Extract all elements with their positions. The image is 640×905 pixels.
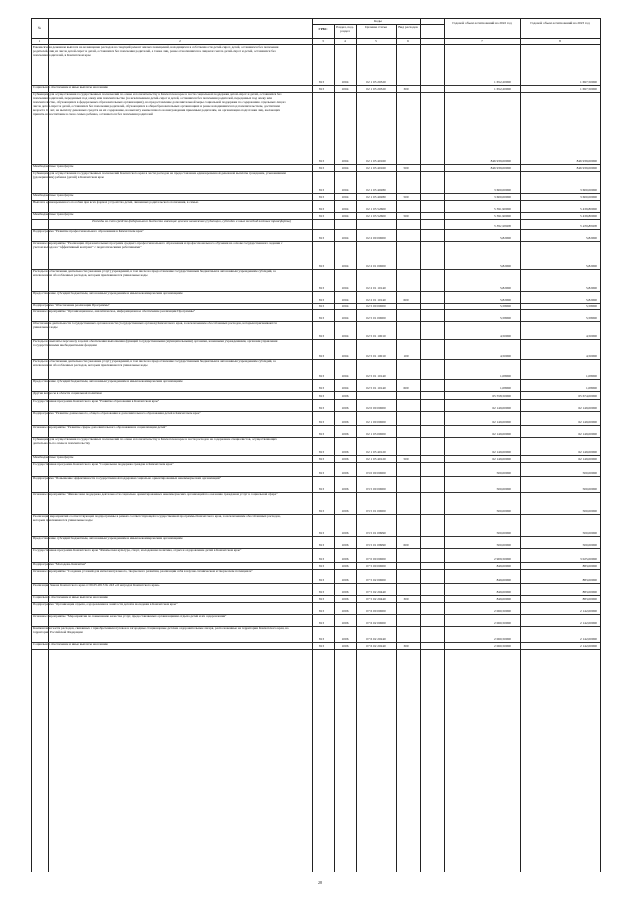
- idx-3: 3: [322, 39, 324, 43]
- row-description: Основное мероприятие "Реализация образовательных программ среднего профессионального образования и профессионального обучения на основе государственного задания с учетом выхода на "эффективный контракт" с педагогическими работниками": [33, 241, 283, 249]
- row-description: Социальное обеспечение и иные выплаты населению: [33, 595, 109, 599]
- idx-4: 4: [344, 39, 346, 43]
- row-amount-2022: 500,00000: [496, 531, 511, 535]
- row-razdel: 1004: [341, 207, 349, 211]
- row-razdel: 1006: [341, 509, 349, 513]
- row-razdel: 1004: [341, 236, 349, 240]
- row-razdel: 1004: [341, 374, 349, 378]
- row-amount-2023: 3 600,00000: [580, 188, 597, 192]
- row-grbs: 813: [318, 286, 325, 290]
- row-amount-2023: 5 439,80000: [580, 214, 597, 218]
- row-grbs: 813: [318, 509, 325, 513]
- row-razdel: 1006: [341, 394, 349, 398]
- row-amount-2022: 846 939,00000: [490, 159, 511, 163]
- row-razdel: 1004: [341, 166, 349, 170]
- row-grbs: 813: [318, 557, 325, 561]
- row-description: Межбюджетные трансферты: [33, 212, 74, 216]
- row-tselevaya-statya: 02 1 03 40160: [366, 159, 386, 163]
- row-description: Государственная программа Камчатского края "Социальная поддержка граждан в Камчатском крае": [33, 462, 174, 466]
- row-amount-2022: 2 060,50000: [494, 637, 511, 641]
- row-grbs: 813: [318, 487, 325, 491]
- row-razdel: 1004: [341, 264, 349, 268]
- row-amount-2023: 5,82000: [585, 298, 597, 302]
- row-amount-2023: 5 439,80000: [580, 207, 597, 211]
- header-num: №: [37, 26, 42, 30]
- row-tselevaya-statya: 02 1 03 52600: [366, 207, 386, 211]
- row-tselevaya-statya: 07 0 00 00000: [366, 557, 386, 561]
- row-amount-2023: 2 142,00000: [580, 609, 597, 613]
- row-amount-2023: 4,50000: [585, 354, 597, 358]
- row-razdel: 1006: [341, 644, 349, 648]
- row-amount-2023: 5,58000: [585, 316, 597, 320]
- row-grbs: 813: [318, 80, 325, 84]
- row-amount-2022: 62 149,00000: [492, 450, 511, 454]
- row-razdel: 1004: [341, 80, 349, 84]
- row-grbs: 813: [318, 304, 325, 308]
- row-amount-2023: 2 142,00000: [580, 637, 597, 641]
- row-amount-2023: 500,00000: [582, 487, 597, 491]
- row-grbs: 813: [318, 298, 325, 302]
- row-vid-raskhodov: 300: [403, 597, 409, 601]
- row-tselevaya-statya: 03 5 01 00000: [366, 509, 386, 513]
- row-amount-2022: 5 391,90000: [494, 207, 511, 211]
- row-description: Межбюджетные трансферты: [33, 455, 74, 459]
- row-amount-2023: 5,82000: [585, 264, 597, 268]
- row-razdel: 1004: [341, 286, 349, 290]
- row-description: Подпрограмма "Развитие дошкольного, общего образования и дополнительного образования детей в Камчатском крае": [33, 411, 201, 415]
- row-razdel: 1004: [341, 334, 349, 338]
- row-description: Субвенции для осуществления государственных полномочий по опеке и попечительству в Камчатском крае в части социальной поддержки детей-сирот и детей, оставшихся без попечения родителей, переданных под опеку или попечительство (за исключением детей-сирот и детей, оставшихся без попечения родителей, переданных под опеку или попечительство, обучающихся в федеральных образовательных организациях), на предоставление дополнительной меры социальной поддержки по содержанию отдельных лиц из числа детей-сирот и детей, оставшихся без попечения родителей, обучающихся в общеобразовательных организациях и ранее находившихся под попечительством, достигшим возраста 18 лет, на выплату денежных средств на их содержание, на выплату ежемесячного вознаграждения приемным родителям, на организацию подготовки лиц, желающих принять на воспитание в свою семью ребенка, оставшегося без попечения родителей: [33, 92, 286, 116]
- row-description: Основное мероприятие "Развитие сферы дополнительного образования и социализации детей": [33, 425, 167, 429]
- row-amount-2023: 500,00000: [582, 531, 597, 535]
- page-number: 28: [318, 880, 322, 885]
- row-amount-2023: 62 149,00000: [578, 432, 597, 436]
- row-amount-2023: 3 600,00000: [580, 195, 597, 199]
- row-tselevaya-statya: 07 6 02 00000: [366, 621, 386, 625]
- row-amount-2023: 846 939,00000: [576, 166, 597, 170]
- header-razdel: Раздел, под-раздел: [336, 25, 354, 34]
- row-amount-2022: 500,00000: [496, 487, 511, 491]
- idx-8: 8: [559, 39, 561, 43]
- row-amount-2023: 5,58000: [585, 304, 597, 308]
- row-tselevaya-statya: 02 1 03 40120: [366, 457, 386, 461]
- row-description: Расходы за счет средств федерального бюджета имеющие целевое назначение (субвенции, субсидии и иные межбюджетные трансферты): [92, 219, 291, 223]
- row-grbs: 813: [318, 597, 325, 601]
- row-amount-2023: 5,82000: [585, 236, 597, 240]
- row-tselevaya-statya: 07 6 02 20240: [366, 637, 386, 641]
- idx-7: 7: [481, 39, 483, 43]
- row-tselevaya-statya: 07 5 02 20440: [366, 597, 386, 601]
- row-razdel: 1006: [341, 578, 349, 582]
- header-tselevaya: Целевая статья: [365, 25, 387, 29]
- row-description: Основное мероприятие "Организационное, аналитическое, информационное обеспечение реализации Программы": [33, 309, 196, 313]
- row-amount-2022: 5 391,90000: [494, 224, 511, 228]
- row-amount-2023: 846 939,00000: [576, 159, 597, 163]
- row-vid-raskhodov: 600: [403, 298, 409, 302]
- row-amount-2022: 2 060,50000: [494, 609, 511, 613]
- row-razdel: 1004: [341, 386, 349, 390]
- table-row: [31, 548, 600, 563]
- row-amount-2022: 62 149,00000: [492, 420, 511, 424]
- row-vid-raskhodov: 100: [403, 354, 409, 358]
- row-description: Подпрограмма "Молодежь Камчатки": [33, 562, 87, 566]
- row-tselevaya-statya: 07 5 02 20440: [366, 590, 386, 594]
- row-amount-2022: 5,82000: [499, 264, 511, 268]
- row-razdel: 1006: [341, 543, 349, 547]
- table-row: [31, 626, 600, 643]
- row-description: Реализация Закона Камчатского края от 06.05.2013 № 243 «О наградах Камчатского края»: [33, 583, 160, 587]
- row-tselevaya-statya: 02 2 01 10140: [366, 298, 386, 302]
- row-tselevaya-statya: 07 6 02 20240: [366, 644, 386, 648]
- row-tselevaya-statya: 03 5 01 09990: [366, 531, 386, 535]
- row-tselevaya-statya: 02 5 01 00000: [366, 316, 386, 320]
- table-row: [31, 437, 600, 456]
- row-description: Выплата единовременного пособия при всех формах устройства детей, лишенных родительского попечения, в семью: [33, 200, 199, 204]
- row-amount-2022: 5,82000: [499, 286, 511, 290]
- row-amount-2023: 4,50000: [585, 334, 597, 338]
- row-description: Социальное обеспечение и иные выплаты населению: [33, 642, 109, 646]
- row-amount-2023: 5,82000: [585, 286, 597, 290]
- row-grbs: 813: [318, 621, 325, 625]
- row-amount-2023: 62 149,00000: [578, 457, 597, 461]
- row-description: Обеспечение деятельности государственных органов власти (государственных органов) Камчатского края, за исключением обособленных расходов, которым присваиваются уникальные коды: [33, 321, 277, 329]
- row-razdel: 1006: [341, 450, 349, 454]
- row-description: Компенсация части расходов, связанных с приобретением путевок в загородные стационарные детские оздоровительные лагеря, расположенные на территории Камчатского края, на территории Российской Федерации: [33, 626, 289, 634]
- row-tselevaya-statya: 07 5 02 00000: [366, 578, 386, 582]
- row-amount-2022: 849,00000: [496, 564, 511, 568]
- row-amount-2022: 4,50000: [499, 354, 511, 358]
- row-grbs: 813: [318, 207, 325, 211]
- table-row: [31, 411, 600, 426]
- row-amount-2023: 1,08000: [585, 386, 597, 390]
- row-amount-2022: 5,58000: [499, 304, 511, 308]
- row-amount-2023: 500,00000: [582, 471, 597, 475]
- row-grbs: 813: [318, 264, 325, 268]
- idx-2: 2: [179, 39, 181, 43]
- row-razdel: 1006: [341, 609, 349, 613]
- row-razdel: 1006: [341, 471, 349, 475]
- row-vid-raskhodov: 600: [403, 543, 409, 547]
- row-amount-2022: 849,00000: [496, 578, 511, 582]
- row-description: Предоставление субсидий бюджетным, автономным учреждениям и иным некоммерческим организациям: [33, 536, 183, 540]
- row-grbs: 813: [318, 457, 325, 461]
- row-grbs: 813: [318, 432, 325, 436]
- table-row: [31, 269, 600, 292]
- row-description: Основное мероприятие "Финансовая поддержка деятельности социально ориентированных некоммерческих организаций по оказанию гражданам услуг в социальной сфере": [33, 492, 278, 496]
- row-tselevaya-statya: 02 1 03 40160: [366, 166, 386, 170]
- row-grbs: 813: [318, 188, 325, 192]
- table-row: [31, 462, 600, 477]
- row-razdel: 1006: [341, 531, 349, 535]
- row-razdel: 1006: [341, 637, 349, 641]
- row-amount-2022: 5 391,90000: [494, 214, 511, 218]
- row-tselevaya-statya: 03 0 00 00000: [366, 471, 386, 475]
- row-grbs: 813: [318, 543, 325, 547]
- row-razdel: 1004: [341, 159, 349, 163]
- row-description: Субвенции для осуществления государственных полномочий Камчатского края в части расходов на предоставление единовременной денежной выплаты гражданам, усыновившим (удочерившим) ребенка (детей) в Камчатском крае: [33, 171, 286, 179]
- row-amount-2022: 1,08000: [499, 386, 511, 390]
- table-row: [31, 171, 600, 194]
- header-kody: Коды: [374, 19, 382, 23]
- row-amount-2022: 1 652,20000: [494, 87, 511, 91]
- row-razdel: 1004: [341, 195, 349, 199]
- row-vid-raskhodov: 500: [403, 214, 409, 218]
- row-description: Субвенции для осуществления государственных полномочий по опеке и попечительству в Камчатском крае в части расходов на содержание специалистов, осуществляющих деятельность по опеке и попечительству: [33, 437, 277, 445]
- row-razdel: 1006: [341, 420, 349, 424]
- table-row: [31, 569, 600, 584]
- row-amount-2023: 883,00000: [582, 590, 597, 594]
- row-vid-raskhodov: 300: [403, 644, 409, 648]
- row-razdel: 1006: [341, 564, 349, 568]
- row-tselevaya-statya: 02 5 01 10140: [366, 374, 386, 378]
- row-grbs: 813: [318, 450, 325, 454]
- row-razdel: 1004: [341, 87, 349, 91]
- row-amount-2022: 849,00000: [496, 597, 511, 601]
- row-amount-2022: 500,00000: [496, 543, 511, 547]
- row-amount-2022: 65 558,50000: [492, 394, 511, 398]
- row-amount-2023: 883,00000: [582, 597, 597, 601]
- row-tselevaya-statya: 03 5 01 09990: [366, 543, 386, 547]
- table-row: [31, 514, 600, 537]
- row-amount-2022: 1 652,20000: [494, 80, 511, 84]
- row-grbs: 813: [318, 531, 325, 535]
- row-grbs: 813: [318, 471, 325, 475]
- row-description: Социальное обеспечение и иные выплаты населению: [33, 85, 109, 89]
- row-razdel: 1006: [341, 406, 349, 410]
- row-grbs: 813: [318, 578, 325, 582]
- row-grbs: 813: [318, 644, 325, 648]
- row-description: Государственная программа Камчатского края "Развитие образования в Камчатском крае": [33, 399, 160, 403]
- row-grbs: 813: [318, 354, 325, 358]
- row-amount-2022: 2 060,50000: [494, 621, 511, 625]
- row-amount-2023: 62 149,00000: [578, 450, 597, 454]
- row-amount-2022: 62 149,00000: [492, 457, 511, 461]
- row-amount-2022: 5,58000: [499, 316, 511, 320]
- row-amount-2022: 846 939,00000: [490, 166, 511, 170]
- table-row: [31, 339, 600, 360]
- row-description: Расходы на выплаты персоналу в целях обеспечения выполнения функций государственными (муниципальными) органами, казенными учреждениями, органами управления государственными внебюджетными фондами: [33, 339, 278, 347]
- row-grbs: 813: [318, 394, 325, 398]
- row-amount-2023: 2 142,00000: [580, 644, 597, 648]
- row-amount-2023: 883,00000: [582, 578, 597, 582]
- row-amount-2023: 2 142,00000: [580, 621, 597, 625]
- row-tselevaya-statya: 07 6 00 00000: [366, 609, 386, 613]
- table-row: [31, 359, 600, 380]
- row-tselevaya-statya: 02 5 01 10140: [366, 386, 386, 390]
- row-amount-2022: 1,08000: [499, 374, 511, 378]
- row-razdel: 1006: [341, 621, 349, 625]
- row-amount-2023: 1,08000: [585, 374, 597, 378]
- row-amount-2022: 62 149,00000: [492, 406, 511, 410]
- row-razdel: 1004: [341, 316, 349, 320]
- row-vid-raskhodov: 300: [403, 87, 409, 91]
- row-grbs: 813: [318, 316, 325, 320]
- row-tselevaya-statya: 02 1 03 20320: [366, 87, 386, 91]
- row-razdel: 1006: [341, 590, 349, 594]
- row-description: Подпрограмма "Обеспечение реализации Программы": [33, 303, 110, 307]
- row-description: Расходы на обеспечение деятельности (оказание услуг) учреждений, в том числе на предоставление государственным бюджетным и автономным учреждениям субсидий, за исключением обособленных расходов, которым присваиваются уникальные коды: [33, 359, 276, 367]
- table-row: [31, 45, 600, 86]
- row-razdel: 1004: [341, 298, 349, 302]
- row-amount-2022: 62 149,00000: [492, 432, 511, 436]
- row-grbs: 813: [318, 406, 325, 410]
- row-razdel: 1006: [341, 557, 349, 561]
- row-vid-raskhodov: 500: [403, 457, 409, 461]
- row-tselevaya-statya: 02 1 03 40280: [366, 195, 386, 199]
- row-razdel: 1006: [341, 457, 349, 461]
- row-grbs: 813: [318, 334, 325, 338]
- idx-6: 6: [407, 39, 409, 43]
- row-description: Подпрограмма "Развитие профессионального образования в Камчатском крае": [33, 229, 144, 233]
- row-amount-2023: 3 025,00000: [580, 557, 597, 561]
- row-description: Другие вопросы в области социальной политики: [33, 391, 102, 395]
- table-row: [31, 92, 600, 165]
- row-tselevaya-statya: 02 5 00 00000: [366, 304, 386, 308]
- table-row: [31, 492, 600, 515]
- row-razdel: 1004: [341, 214, 349, 218]
- table-row: [31, 642, 600, 650]
- row-tselevaya-statya: 02 1 00 00000: [366, 420, 386, 424]
- row-amount-2022: 4,50000: [499, 334, 511, 338]
- row-tselevaya-statya: 02 1 03 40120: [366, 450, 386, 454]
- row-amount-2022: 3 600,00000: [494, 195, 511, 199]
- row-grbs: 813: [318, 214, 325, 218]
- row-grbs: 813: [318, 420, 325, 424]
- row-vid-raskhodov: 600: [403, 386, 409, 390]
- row-razdel: 1004: [341, 188, 349, 192]
- row-grbs: 813: [318, 637, 325, 641]
- row-vid-raskhodov: 500: [403, 166, 409, 170]
- row-amount-2023: 62 149,00000: [578, 420, 597, 424]
- row-grbs: 813: [318, 87, 325, 91]
- row-description: Государственная программа Камчатского края "Физическая культура, спорт, молодежная политика, отдых и оздоровление детей в Камчатском крае": [33, 548, 242, 552]
- row-amount-2023: 1 697,50000: [580, 87, 597, 91]
- row-description: Ежемесячная денежная выплата на возмещение расходов на текущий ремонт жилых помещений, находящихся в собственности детей-сирот, детей, оставшихся без попечения родителей, лиц из числа детей-сирот и детей, оставшихся без попечения родителей, а также лиц, ранее относившихся к лицам из числа детей-сирот и детей, оставшихся без попечения родителей, в Камчатском крае: [33, 45, 279, 57]
- row-amount-2023: 65 674,00000: [578, 394, 597, 398]
- row-amount-2022: 500,00000: [496, 509, 511, 513]
- row-grbs: 813: [318, 590, 325, 594]
- row-razdel: 1006: [341, 487, 349, 491]
- table-row: [31, 321, 600, 340]
- row-vid-raskhodov: 500: [403, 195, 409, 199]
- row-tselevaya-statya: 02 2 01 00000: [366, 264, 386, 268]
- row-amount-2022: 2 909,50000: [494, 557, 511, 561]
- row-tselevaya-statya: 02 1 03 40280: [366, 188, 386, 192]
- row-tselevaya-statya: 02 1 03 00000: [366, 432, 386, 436]
- row-grbs: 813: [318, 609, 325, 613]
- row-tselevaya-statya: 02 5 01 10010: [366, 334, 386, 338]
- header-vid: Вид расходов: [398, 25, 418, 29]
- row-tselevaya-statya: 02 1 03 52600: [366, 214, 386, 218]
- row-grbs: 813: [318, 374, 325, 378]
- row-description: Основное мероприятие "Мероприятия по повышению качества услуг, предоставляемых организациями отдыха детей и их оздоровления": [33, 614, 227, 618]
- row-amount-2022: 5,82000: [499, 236, 511, 240]
- header-grbs: ГРБС: [318, 27, 328, 31]
- row-tselevaya-statya: 02 2 00 00000: [366, 236, 386, 240]
- row-tselevaya-statya: 02 0 00 00000: [366, 406, 386, 410]
- row-amount-2022: 3 600,00000: [494, 188, 511, 192]
- row-description: Реализация мероприятий соответствующей подпрограммы в рамках соответствующей государственной программы Камчатского края, за исключением обособленных расходов, которым присваиваются уникальные коды: [33, 514, 281, 522]
- row-grbs: 813: [318, 386, 325, 390]
- row-amount-2023: 62 149,00000: [578, 406, 597, 410]
- row-amount-2022: 500,00000: [496, 471, 511, 475]
- row-tselevaya-statya: 03 5 00 00000: [366, 487, 386, 491]
- row-amount-2023: 500,00000: [582, 543, 597, 547]
- row-tselevaya-statya: 02 2 01 10140: [366, 286, 386, 290]
- idx-5: 5: [375, 39, 377, 43]
- row-amount-2023: 1 697,50000: [580, 80, 597, 84]
- row-amount-2023: 5 439,80000: [580, 224, 597, 228]
- row-description: Межбюджетные трансферты: [33, 193, 74, 197]
- row-grbs: 813: [318, 166, 325, 170]
- row-razdel: 1004: [341, 354, 349, 358]
- row-description: Подпрограмма "Организация отдыха, оздоровления и занятости детей и молодежи в Камчатском крае": [33, 602, 178, 606]
- row-description: Предоставление субсидий бюджетным, автономным учреждениям и иным некоммерческим организациям: [33, 379, 183, 383]
- idx-1: 1: [38, 39, 41, 43]
- row-amount-2023: 500,00000: [582, 509, 597, 513]
- row-amount-2022: 2 060,50000: [494, 644, 511, 648]
- header-vol2022: Годовой объем ассигнований на 2022 год: [452, 21, 512, 25]
- table-row: [31, 241, 600, 270]
- row-description: Предоставление субсидий бюджетным, автономным учреждениям и иным некоммерческим организациям: [33, 291, 183, 295]
- row-grbs: 813: [318, 564, 325, 568]
- row-amount-2023: 883,00000: [582, 564, 597, 568]
- row-grbs: 813: [318, 159, 325, 163]
- header-vol2023: Годовой объем ассигнований на 2023 год: [530, 21, 590, 25]
- row-description: Расходы на обеспечение деятельности (оказание услуг) учреждений, в том числе на предоставление государственным бюджетным и автономным учреждениям субсидий, за исключением обособленных расходов, которым присваиваются уникальные коды: [33, 269, 276, 277]
- row-tselevaya-statya: 07 5 00 00000: [366, 564, 386, 568]
- row-razdel: 1004: [341, 304, 349, 308]
- row-grbs: 813: [318, 195, 325, 199]
- table-row: [31, 476, 600, 493]
- row-tselevaya-statya: 02 5 01 10010: [366, 354, 386, 358]
- row-grbs: 813: [318, 236, 325, 240]
- row-razdel: 1006: [341, 597, 349, 601]
- row-description: Основное мероприятие "Создание условий для интеллектуального, творческого развития, реализации себя в научно-техническом и творческом потенциале": [33, 569, 253, 573]
- row-description: Подпрограмма "Повышение эффективности государственной поддержки социально ориентированных некоммерческих организаций": [33, 476, 222, 480]
- row-amount-2022: 5,82000: [499, 298, 511, 302]
- row-amount-2022: 849,00000: [496, 590, 511, 594]
- row-tselevaya-statya: 02 1 03 20320: [366, 80, 386, 84]
- row-razdel: 1006: [341, 432, 349, 436]
- row-description: Межбюджетные трансферты: [33, 164, 74, 168]
